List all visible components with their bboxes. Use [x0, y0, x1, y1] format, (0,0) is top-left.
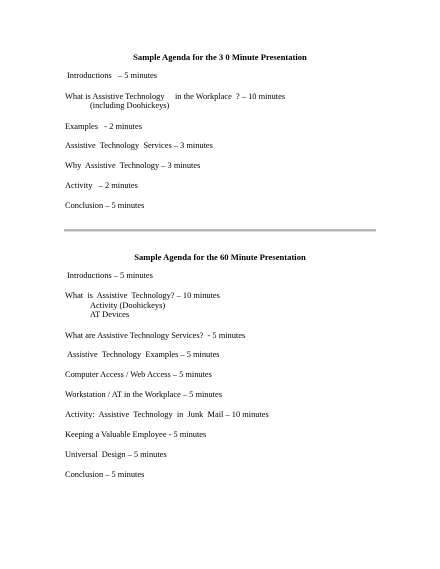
agenda-60-title: Sample Agenda for the 60 Minute Presentation: [134, 252, 306, 262]
agenda-30-title: Sample Agenda for the 3 0 Minute Presentation: [133, 52, 307, 62]
agenda-60-item: Introductions – 5 minutes: [67, 271, 153, 280]
agenda-30-item: Assistive Technology Services – 3 minutes: [65, 141, 213, 150]
agenda-60-item: Universal Design – 5 minutes: [65, 450, 167, 459]
agenda-30-item: Examples - 2 minutes: [65, 122, 142, 131]
agenda-60-item: What is Assistive Technology? – 10 minutes: [65, 291, 220, 300]
agenda-60-item: Assistive Technology Examples – 5 minutes: [67, 350, 220, 359]
agenda-30-item: Why Assistive Technology – 3 minutes: [65, 161, 201, 170]
agenda-60-item: Computer Access / Web Access – 5 minutes: [65, 370, 212, 379]
section-divider: [64, 229, 376, 232]
agenda-60-item: Conclusion – 5 minutes: [65, 470, 145, 479]
agenda-30-item: Activity – 2 minutes: [65, 181, 138, 190]
agenda-60-item: Keeping a Valuable Employee - 5 minutes: [65, 430, 207, 439]
agenda-30-item: What is Assistive Technology in the Workplace ? – 10 minutes: [65, 92, 286, 101]
agenda-60-item: Workstation / AT in the Workplace – 5 minutes: [65, 390, 222, 399]
agenda-30-item: Introductions – 5 minutes: [67, 71, 158, 80]
agenda-60-item: Activity: Assistive Technology in Junk Mail – 10 minutes: [65, 410, 269, 419]
agenda-60-item-subline: AT Devices: [90, 310, 130, 319]
agenda-60-item: What are Assistive Technology Services? - 5 minutes: [65, 331, 246, 340]
agenda-60-item-subline: Activity (Doohickeys): [90, 301, 166, 310]
agenda-30-item: Conclusion – 5 minutes: [65, 201, 145, 210]
agenda-30-item-subline: (including Doohickeys): [90, 101, 170, 110]
